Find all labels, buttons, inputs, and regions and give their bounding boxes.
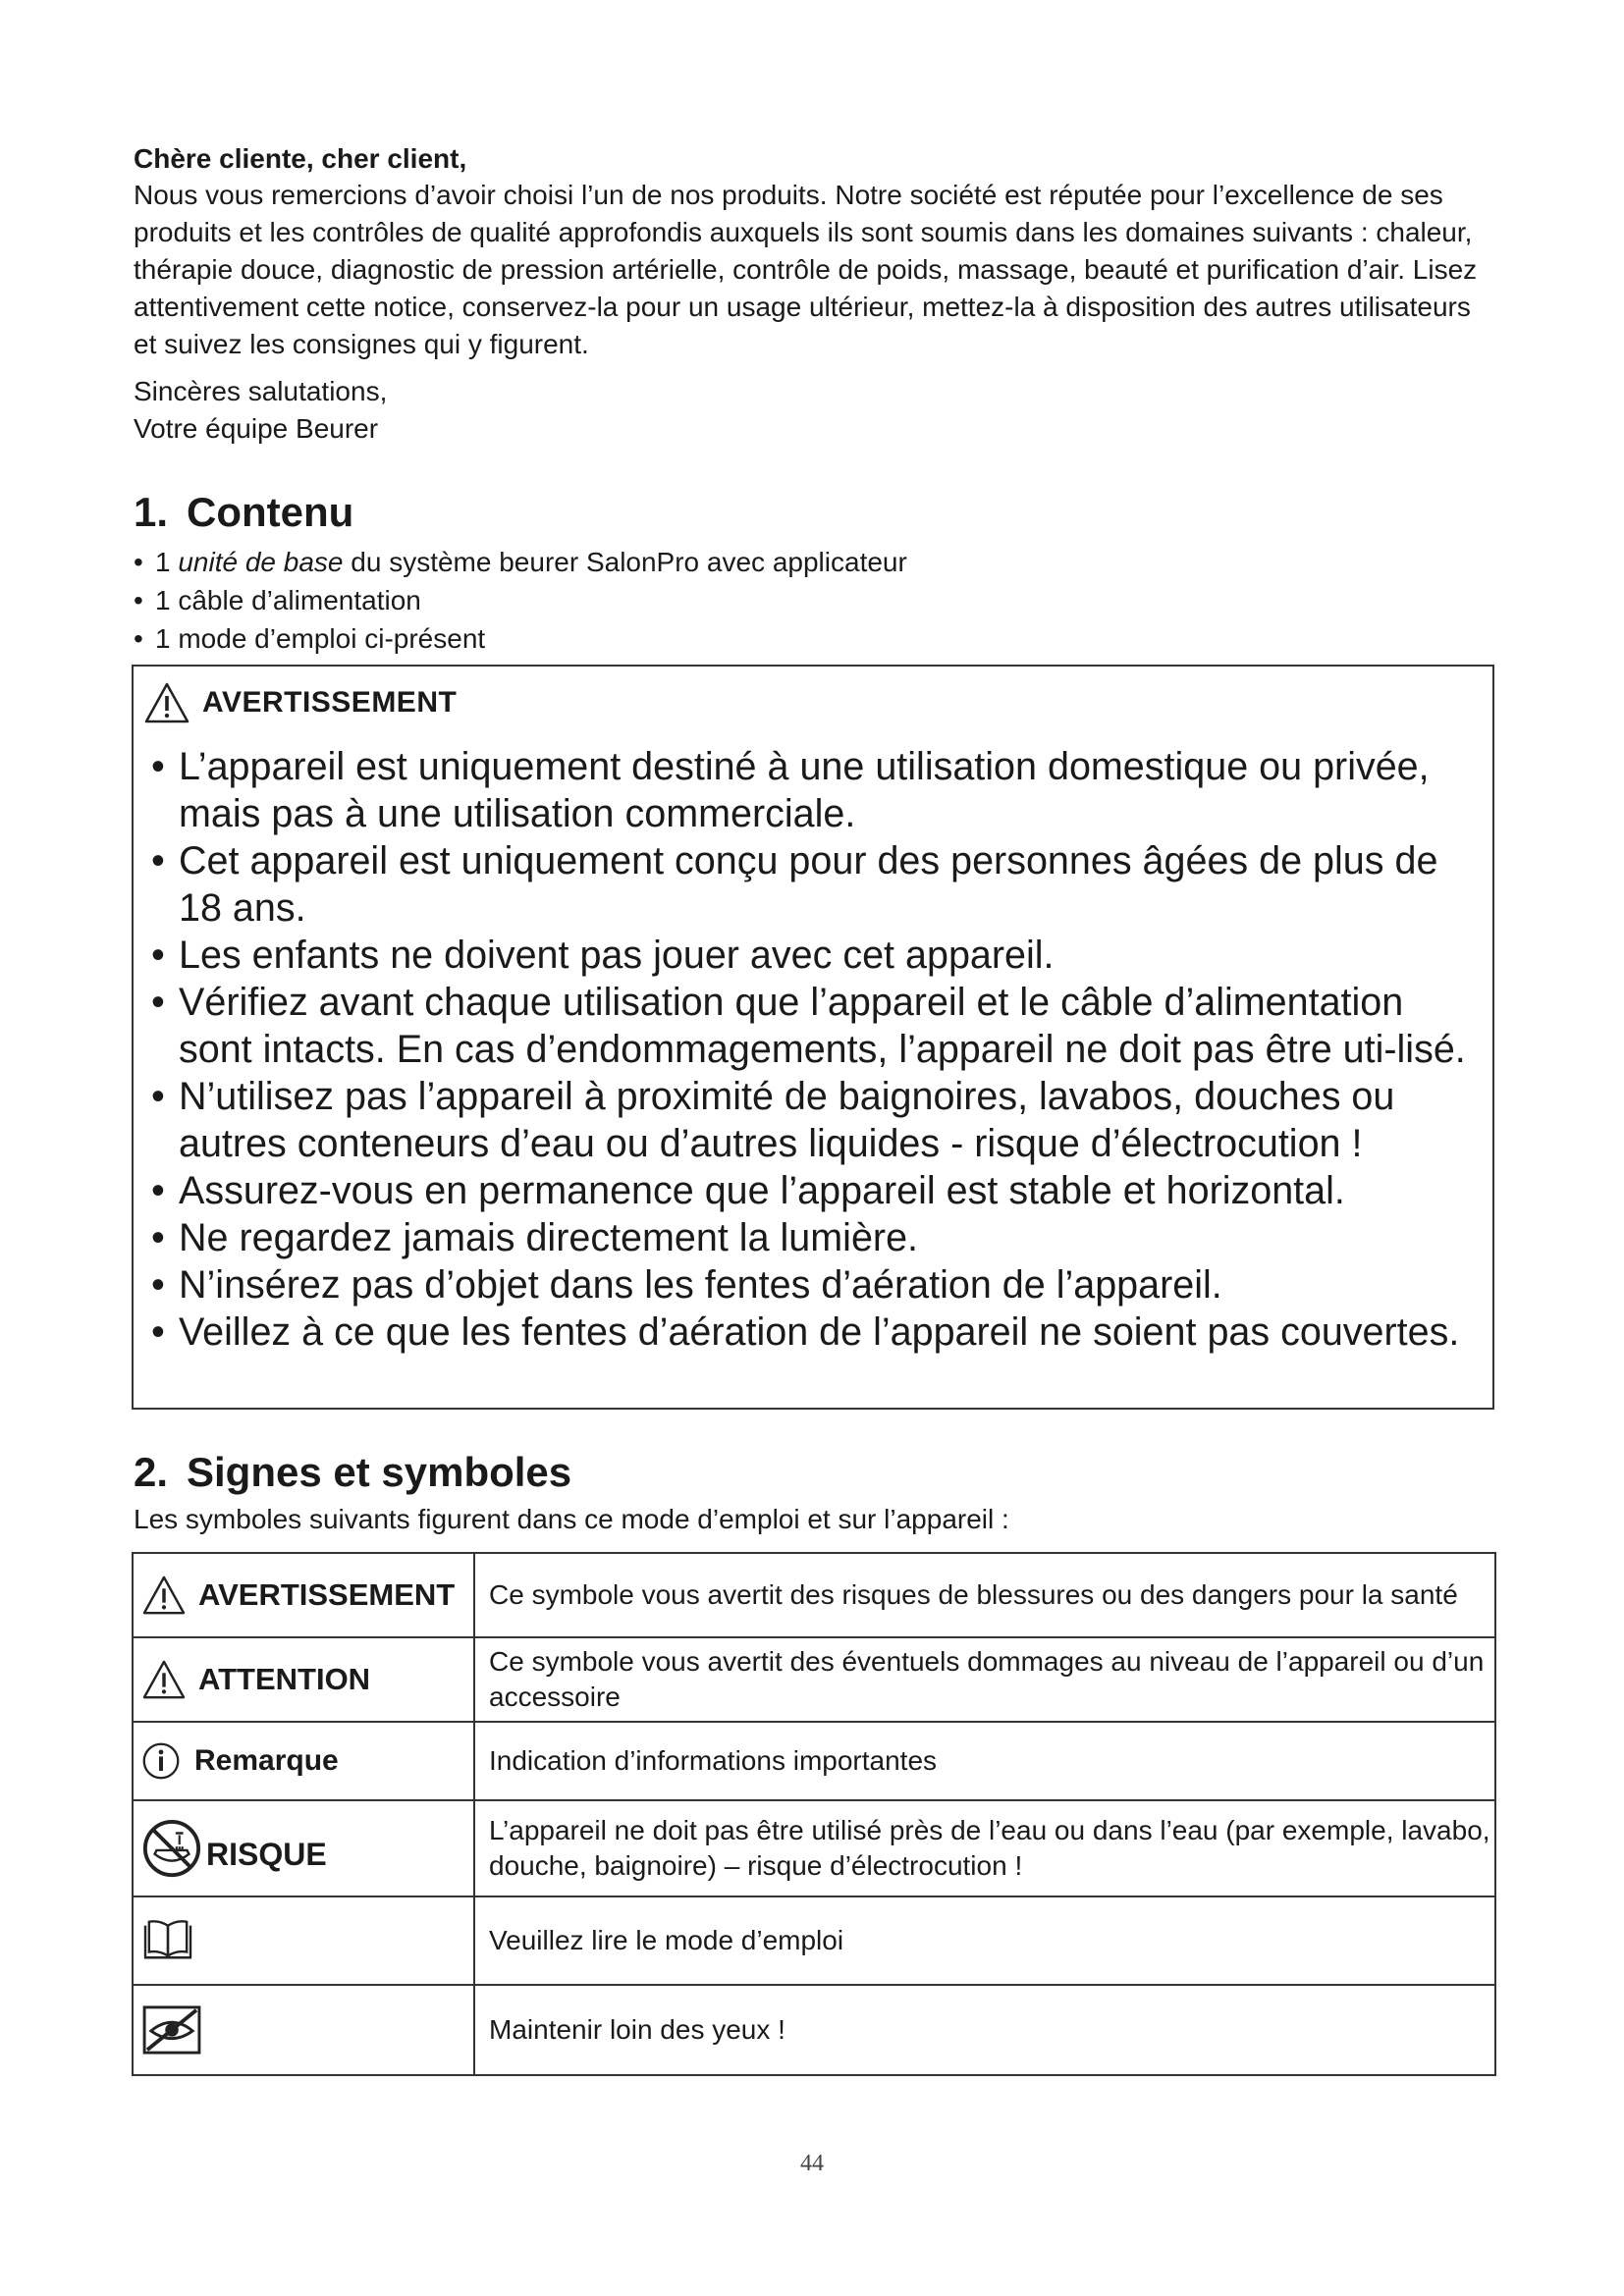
symbols-intro: Les symboles suivants figurent dans ce mode d’emploi et sur l’appareil : <box>134 1504 1009 1534</box>
section-number: 1. <box>134 489 169 535</box>
warning-item: • L’appareil est uniquement destiné à une utilisation domestique ou privée, mais pas à une utilisation commerciale. <box>151 743 1487 837</box>
section-title: Contenu <box>187 489 354 535</box>
page-number: 44 <box>800 2151 824 2176</box>
signature-line: Votre équipe Beurer <box>134 413 379 444</box>
greeting-title: Chère cliente, cher client, <box>134 143 467 174</box>
warning-triangle-icon <box>141 1575 187 1616</box>
list-item: • 1 câble d’alimentation <box>134 581 1498 619</box>
contents-list <box>134 543 1498 658</box>
warning-item: • Les enfants ne doivent pas jouer avec cet appareil. <box>151 932 1487 979</box>
signoff <box>134 373 1498 448</box>
symbol-label: ATTENTION <box>198 1662 371 1696</box>
info-icon <box>141 1741 181 1781</box>
warning-title: AVERTISSEMENT <box>202 686 458 719</box>
warning-box <box>132 665 1494 1410</box>
symbol-description: Ce symbole vous avertit des éventuels dommages au niveau de l’appareil ou d’un accessoire <box>474 1637 1495 1722</box>
section-heading-signes <box>134 1448 1498 1497</box>
warning-list <box>151 743 1487 1356</box>
table-row <box>133 1553 1495 1637</box>
list-item: • 1 mode d’emploi ci-présent <box>134 619 1498 658</box>
warning-triangle-icon <box>143 681 190 724</box>
symbol-description: Veuillez lire le mode d’emploi <box>474 1896 1495 1985</box>
no-water-icon <box>141 1818 202 1879</box>
warning-item: • Assurez-vous en permanence que l’appareil est stable et horizontal. <box>151 1167 1487 1214</box>
caution-triangle-icon <box>141 1659 187 1700</box>
book-icon <box>141 1918 194 1963</box>
section-heading-contenu <box>134 488 1498 537</box>
list-item: • 1 unité de base du système beurer SalonPro avec applicateur <box>134 543 1498 581</box>
symbol-label: AVERTISSEMENT <box>198 1577 456 1612</box>
table-row <box>133 1896 1495 1985</box>
warning-header <box>143 678 457 727</box>
closing-line: Sincères salutations, <box>134 376 388 406</box>
symbol-description: L’appareil ne doit pas être utilisé près de l’eau ou dans l’eau (par exemple, lavabo, douche, baignoire) – risque d’électrocution ! <box>474 1800 1495 1896</box>
symbol-description: Maintenir loin des yeux ! <box>474 1985 1495 2075</box>
table-row <box>133 1637 1495 1722</box>
symbols-table <box>132 1552 1496 2076</box>
symbol-description: Indication d’informations importantes <box>474 1722 1495 1800</box>
table-row <box>133 1985 1495 2075</box>
table-row <box>133 1722 1495 1800</box>
no-eye-icon <box>141 2004 202 2056</box>
table-row <box>133 1800 1495 1896</box>
warning-item: • N’utilisez pas l’appareil à proximité de baignoires, lavabos, douches ou autres conteneurs d’eau ou d’autres liquides - risque d’électrocution ! <box>151 1073 1487 1167</box>
section-number: 2. <box>134 1449 169 1495</box>
warning-item: • Cet appareil est uniquement conçu pour des personnes âgées de plus de 18 ans. <box>151 837 1487 932</box>
symbol-description: Ce symbole vous avertit des risques de blessures ou des dangers pour la santé <box>474 1553 1495 1637</box>
section-title: Signes et symboles <box>187 1449 572 1495</box>
symbol-label: Remarque <box>194 1744 339 1777</box>
warning-item: • Vérifiez avant chaque utilisation que l’appareil et le câble d’alimentation sont intacts. En cas d’endommagements, l’appareil ne doit pas être uti-lisé. <box>151 979 1487 1073</box>
symbol-label: RISQUE <box>206 1837 327 1872</box>
warning-item: • Veillez à ce que les fentes d’aération de l’appareil ne soient pas couvertes. <box>151 1308 1487 1356</box>
warning-item: • Ne regardez jamais directement la lumière. <box>151 1214 1487 1261</box>
warning-item: • N’insérez pas d’objet dans les fentes d’aération de l’appareil. <box>151 1261 1487 1308</box>
intro-paragraph: Nous vous remercions d’avoir choisi l’un de nos produits. Notre société est réputée pour l’excellence de ses produits et les contrôles de qualité approfondis auxquels ils sont soumis dans les domaines suivants : chaleur, thérapie douce, diagnostic de pression artérielle, contrôle de poids, massage, beauté et purification d’air. Lisez attentivement cette notice, conservez-la pour un usage ultérieur, mettez-la à disposition des autres utilisateurs et suivez les consignes qui y figurent. <box>134 180 1478 359</box>
